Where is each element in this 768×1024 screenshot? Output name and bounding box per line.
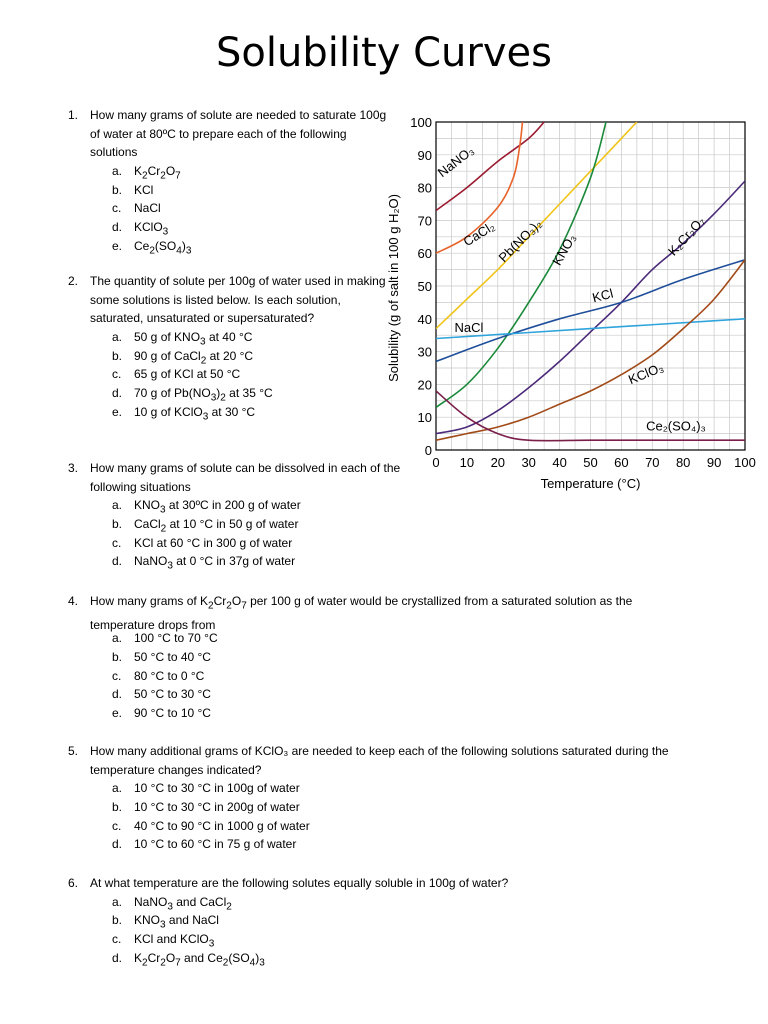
answer-list <box>112 162 191 255</box>
list-item <box>112 534 301 553</box>
item-letter: d. <box>112 386 123 401</box>
list-item <box>112 181 191 200</box>
list-item <box>112 667 218 686</box>
item-letter: a. <box>112 330 123 345</box>
y-tick-label: 50 <box>417 279 432 294</box>
question-number: 6. <box>68 876 79 890</box>
x-tick-label: 90 <box>706 455 722 470</box>
page-title: Solubility Curves <box>216 30 552 76</box>
list-item <box>112 328 273 347</box>
answer-list <box>112 496 301 571</box>
item-text: $K_2Cr_2O_7$ <box>134 164 181 182</box>
x-tick-label: 30 <box>521 455 536 470</box>
list-item <box>112 365 273 384</box>
item-text: KClO$_3$ <box>134 220 169 238</box>
solubility-chart <box>382 110 758 500</box>
item-text: KCl and KClO$_3$ <box>134 932 215 950</box>
question-number: 4. <box>68 594 79 608</box>
item-letter: b. <box>112 348 123 363</box>
list-item <box>112 237 191 256</box>
list-item <box>112 798 310 817</box>
item-letter: e. <box>112 238 123 253</box>
item-text: CaCl$_2$ at 10 °C in 50 g of water <box>134 517 299 535</box>
item-letter: c. <box>112 201 122 216</box>
item-letter: d. <box>112 950 123 965</box>
item-text: 70 g of $Pb(NO_3)_2$ at 35 °C <box>134 386 273 404</box>
list-item <box>112 629 218 648</box>
answer-list <box>112 893 265 968</box>
item-letter: e. <box>112 706 123 721</box>
y-tick-label: 70 <box>417 213 432 229</box>
item-text: 90 g of CaCl$_2$ at 20 °C <box>134 348 254 367</box>
item-text: 10 g of KClO$_3$ at 30 °C <box>134 404 256 423</box>
series-label: NaNO₃ <box>434 142 477 181</box>
x-tick-label: 0 <box>432 455 440 470</box>
question-text: How many grams of solute can be dissolved in each of the following situations <box>90 461 401 494</box>
item-letter: a. <box>112 894 123 909</box>
item-text: $KNO_3$ and NaCl <box>134 913 219 931</box>
question-text: The quantity of solute per 100g of water used in making some solutions is listed below. Is each solution, saturated, unsaturated or supersaturated? <box>90 274 386 326</box>
item-text: NaNO$_3$ and CaCl$_2$ <box>134 894 232 913</box>
x-tick-label: 40 <box>552 455 567 470</box>
answer-list <box>112 629 218 722</box>
list-item <box>112 347 273 366</box>
item-letter: c. <box>112 932 122 947</box>
list-item <box>112 835 310 854</box>
item-letter: c. <box>112 818 122 833</box>
list-item <box>112 384 273 403</box>
item-text: 50 g of $KNO_3$ at 40 °C <box>134 330 253 348</box>
item-letter: c. <box>112 535 122 550</box>
question-text: How many additional grams of KClO₃ are needed to keep each of the following solutions saturated during the temperature changes indicated? <box>90 744 669 777</box>
item-text: $K_2Cr_2O_7$ and $Ce_2(SO_4)_3$ <box>134 950 265 969</box>
x-tick-label: 10 <box>459 455 475 470</box>
item-text: NaNO$_3$ at 0 °C in 37g of water <box>134 554 296 572</box>
x-axis-label: Temperature (°C) <box>540 476 641 491</box>
item-text: 10 °C to 30 °C in 100g of water <box>134 781 300 796</box>
y-tick-label: 30 <box>417 344 432 360</box>
item-letter: e. <box>112 404 123 419</box>
item-letter: b. <box>112 913 123 928</box>
question-text: At what temperature are the following solutes equally soluble in 100g of water? <box>90 876 509 890</box>
item-text: 100 °C to 70 °C <box>134 631 218 646</box>
item-letter: d. <box>112 837 123 852</box>
x-tick-label: 80 <box>675 455 691 470</box>
series-label: KNO₃ <box>549 231 579 268</box>
question-text: How many grams of solute are needed to saturate 100g of water at 80ºC to prepare each of the following solutions <box>90 108 387 160</box>
list-item <box>112 893 265 912</box>
list-item <box>112 403 273 422</box>
list-item <box>112 648 218 667</box>
y-tick-label: 40 <box>417 311 432 327</box>
list-item <box>112 779 310 798</box>
question-number: 2. <box>68 274 79 288</box>
list-item <box>112 552 301 571</box>
item-letter: a. <box>112 498 123 513</box>
list-item <box>112 685 218 704</box>
question-number: 3. <box>68 461 79 475</box>
y-tick-label: 90 <box>417 147 432 163</box>
question-text: How many grams of $K_2Cr_2O_7$ per 100 g of water would be crystallized from a saturated solution as the temperature drops from <box>90 594 633 633</box>
item-letter: d. <box>112 687 123 702</box>
y-tick-label: 80 <box>417 180 432 196</box>
item-text: 80 °C to 0 °C <box>134 668 205 683</box>
list-item <box>112 218 191 237</box>
item-text: 90 °C to 10 °C <box>134 706 211 721</box>
list-item <box>112 949 265 968</box>
series-label: Ce₂(SO₄)₃ <box>646 418 706 434</box>
item-letter: a. <box>112 781 123 796</box>
x-tick-label: 50 <box>583 455 598 470</box>
question-number: 5. <box>68 744 79 758</box>
series-label: Pb(NO₃)₂ <box>495 216 545 266</box>
item-letter: d. <box>112 220 123 235</box>
answer-list <box>112 328 273 421</box>
item-text: $Ce_2(SO_4)_3$ <box>134 238 192 257</box>
list-item <box>112 515 301 534</box>
series-label: CaCl₂ <box>460 218 498 250</box>
item-text: 50 °C to 30 °C <box>134 687 211 702</box>
x-tick-label: 100 <box>734 455 756 470</box>
question-number: 1. <box>68 108 79 122</box>
item-text: 10 °C to 60 °C in 75 g of water <box>134 837 297 852</box>
list-item <box>112 704 218 723</box>
item-text: 10 °C to 30 °C in 200g of water <box>134 800 300 815</box>
series-label: KCl <box>590 285 615 306</box>
item-text: 65 g of KCl at 50 °C <box>134 367 241 382</box>
item-letter: d. <box>112 554 123 569</box>
item-text: 50 °C to 40 °C <box>134 650 211 665</box>
item-text: KCl <box>134 182 154 197</box>
item-letter: c. <box>112 668 122 683</box>
series-label: NaCl <box>454 319 484 335</box>
series-label: KClO₃ <box>626 359 666 388</box>
x-tick-label: 60 <box>614 455 629 470</box>
list-item <box>112 496 301 515</box>
answer-list <box>112 779 310 854</box>
item-letter: b. <box>112 650 123 665</box>
item-text: 40 °C to 90 °C in 1000 g of water <box>134 818 310 833</box>
list-item <box>112 162 191 181</box>
list-item <box>112 930 265 949</box>
y-axis-label: Solubility (g of salt in 100 g H₂O) <box>386 194 401 382</box>
list-item <box>112 911 265 930</box>
item-letter: b. <box>112 182 123 197</box>
item-text: KCl at 60 °C in 300 g of water <box>134 535 293 550</box>
y-tick-label: 0 <box>424 443 432 458</box>
series-label: K₂Cr₂O₇ <box>665 213 708 259</box>
item-letter: a. <box>112 164 123 179</box>
item-text: NaCl <box>134 201 161 216</box>
list-item <box>112 199 191 218</box>
y-tick-label: 20 <box>417 377 432 393</box>
y-tick-label: 10 <box>417 410 432 426</box>
y-tick-label: 60 <box>417 246 432 262</box>
list-item <box>112 817 310 836</box>
x-tick-label: 70 <box>645 455 660 470</box>
y-tick-label: 100 <box>410 115 432 130</box>
x-tick-label: 20 <box>490 455 506 470</box>
item-letter: b. <box>112 800 123 815</box>
item-letter: b. <box>112 517 123 532</box>
item-text: $KNO_3$ at 30ºC in 200 g of water <box>134 498 301 516</box>
item-letter: c. <box>112 367 122 382</box>
item-letter: a. <box>112 631 123 646</box>
